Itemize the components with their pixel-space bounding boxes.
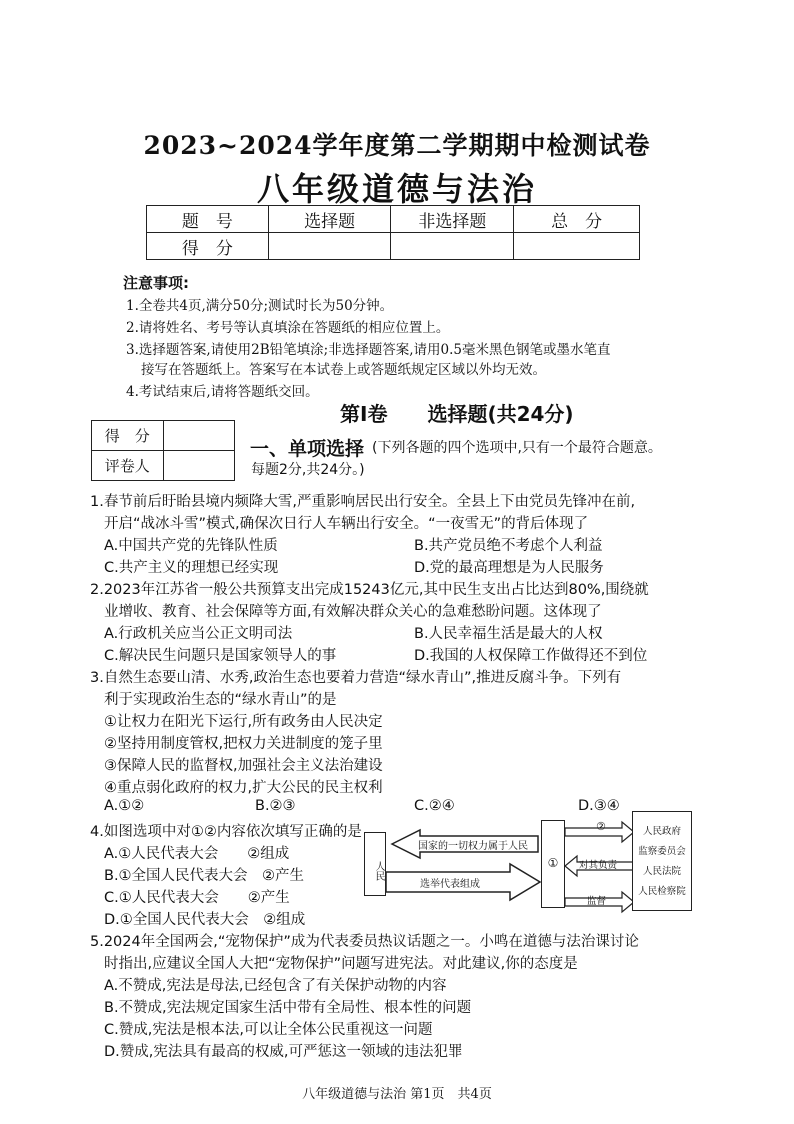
diagram-arrow-top-label: 国家的一切权力属于人民	[418, 841, 528, 852]
question-5-stem-2: 时指出,应建议全国人大把“宠物保护”问题写进宪法。对此建议,你的态度是	[104, 956, 578, 972]
question-3-item-1: ①让权力在阳光下运行,所有政务由人民决定	[104, 714, 383, 730]
score-header-total: 总 分	[514, 206, 640, 233]
notes-title: 注意事项:	[123, 274, 189, 292]
question-1-stem-2: 开启“战冰斗雪”模式,确保次日行人车辆出行安全。“一夜雪无”的背后体现了	[104, 516, 589, 532]
question-4-stem: 4.如图选项中对①②内容依次填写正确的是	[90, 824, 362, 840]
question-3-option-d: D.③④	[578, 798, 620, 814]
score-header-item: 题 号	[147, 206, 269, 233]
note-item: 3.选择题答案,请使用2B铅笔填涂;非选择题答案,请用0.5毫米黑色钢笔或墨水笔直	[126, 342, 611, 358]
question-3-item-3: ③保障人民的监督权,加强社会主义法治建设	[104, 758, 383, 774]
question-5-stem: 5.2024年全国两会,“宠物保护”成为代表委员热议话题之一。小鸣在道德与法治课讨论	[90, 934, 639, 950]
diagram-responsible-label: 对其负责	[579, 860, 618, 871]
exam-title: 2023~2024学年度第二学期期中检测试卷	[143, 131, 651, 160]
diagram-people-box: 人民	[364, 832, 386, 896]
part-instruction-2: 每题2分,共24分。)	[251, 462, 365, 478]
organ-item: 人民政府	[642, 826, 681, 837]
question-3-option-a: A.①②	[104, 798, 145, 814]
question-4-option-b: B.①全国人民代表大会 ②产生	[104, 868, 305, 884]
question-2-option-a: A.行政机关应当公正文明司法	[104, 626, 293, 642]
note-item: 4.考试结束后,请将答题纸交回。	[126, 384, 319, 400]
question-5-option-b: B.不赞成,宪法规定国家生活中带有全局性、根本性的问题	[104, 1000, 472, 1016]
question-4-option-a: A.①人民代表大会 ②组成	[104, 846, 290, 862]
diagram-organs-box	[632, 811, 692, 911]
score-header-choice: 选择题	[268, 206, 391, 233]
organ-item: 人民法院	[642, 866, 681, 877]
part-instruction: (下列各题的四个选项中,只有一个最符合题意。	[372, 440, 662, 456]
organ-item: 监察委员会	[638, 846, 686, 857]
question-5-option-d: D.赞成,宪法具有最高的权威,可严惩这一领域的违法犯罪	[104, 1044, 463, 1060]
score-header-nonchoice: 非选择题	[391, 206, 514, 233]
question-3-option-b: B.②③	[255, 798, 296, 814]
diagram-box-1: ①	[541, 820, 565, 908]
score-cell	[514, 233, 640, 260]
question-1-option-d: D.党的最高理想是为人民服务	[414, 560, 604, 576]
score-table	[146, 205, 640, 260]
question-2-stem: 2.2023年江苏省一般公共预算支出完成15243亿元,其中民生支出占比达到80%,围绕就	[90, 582, 649, 598]
question-1-stem: 1.春节前后盱眙县境内频降大雪,严重影响居民出行安全。全县上下由党员先锋冲在前,	[90, 494, 636, 510]
note-item: 2.请将姓名、考号等认真填涂在答题纸的相应位置上。	[126, 320, 450, 336]
diagram-arrow-bottom-label: 选举代表组成	[420, 879, 480, 890]
question-2-option-c: C.解决民生问题只是国家领导人的事	[104, 648, 337, 664]
score-cell	[391, 233, 514, 260]
question-3-stem-2: 利于实现政治生态的“绿水青山”的是	[104, 692, 337, 708]
question-3-item-2: ②坚持用制度管权,把权力关进制度的笼子里	[104, 736, 383, 752]
question-3-stem: 3.自然生态要山清、水秀,政治生态也要着力营造“绿水青山”,推进反腐斗争。下列有	[90, 670, 622, 686]
question-4-option-d: D.①全国人民代表大会 ②组成	[104, 912, 306, 928]
score-row-label: 得 分	[147, 233, 269, 260]
question-1-option-b: B.共产党员绝不考虑个人利益	[414, 538, 603, 554]
question-2-option-b: B.人民幸福生活是最大的人权	[414, 626, 603, 642]
score-cell	[268, 233, 391, 260]
grader-cell	[163, 421, 234, 451]
diagram-label-2: ②	[596, 820, 606, 833]
note-item: 1.全卷共4页,满分50分;测试时长为50分钟。	[126, 298, 394, 314]
question-1-option-a: A.中国共产党的先锋队性质	[104, 538, 278, 554]
note-item: 接写在答题纸上。答案写在本试卷上或答题纸规定区域以外均无效。	[141, 362, 546, 378]
grader-name-label: 评卷人	[92, 451, 164, 481]
question-2-option-d: D.我国的人权保障工作做得还不到位	[414, 648, 648, 664]
organ-item: 人民检察院	[638, 886, 686, 897]
subject-title: 八年级道德与法治	[256, 170, 537, 208]
section-title: 第Ⅰ卷 选择题(共24分)	[340, 402, 574, 426]
page-footer: 八年级道德与法治 第1页 共4页	[302, 1087, 492, 1102]
diagram-supervise-label: 监督	[587, 896, 607, 907]
question-3-option-c: C.②④	[414, 798, 455, 814]
question-1-option-c: C.共产主义的理想已经实现	[104, 560, 279, 576]
grader-table	[91, 420, 235, 481]
question-5-option-a: A.不赞成,宪法是母法,已经包含了有关保护动物的内容	[104, 978, 447, 994]
grader-score-label: 得 分	[92, 421, 164, 451]
question-5-option-c: C.赞成,宪法是根本法,可以让全体公民重视这一问题	[104, 1022, 433, 1038]
question-2-stem-2: 业增收、教育、社会保障等方面,有效解决群众关心的急难愁盼问题。这体现了	[104, 604, 602, 620]
part-heading: 一、单项选择	[250, 438, 365, 460]
question-3-item-4: ④重点弱化政府的权力,扩大公民的民主权利	[104, 780, 383, 796]
question-4-option-c: C.①人民代表大会 ②产生	[104, 890, 290, 906]
grader-cell	[163, 451, 234, 481]
